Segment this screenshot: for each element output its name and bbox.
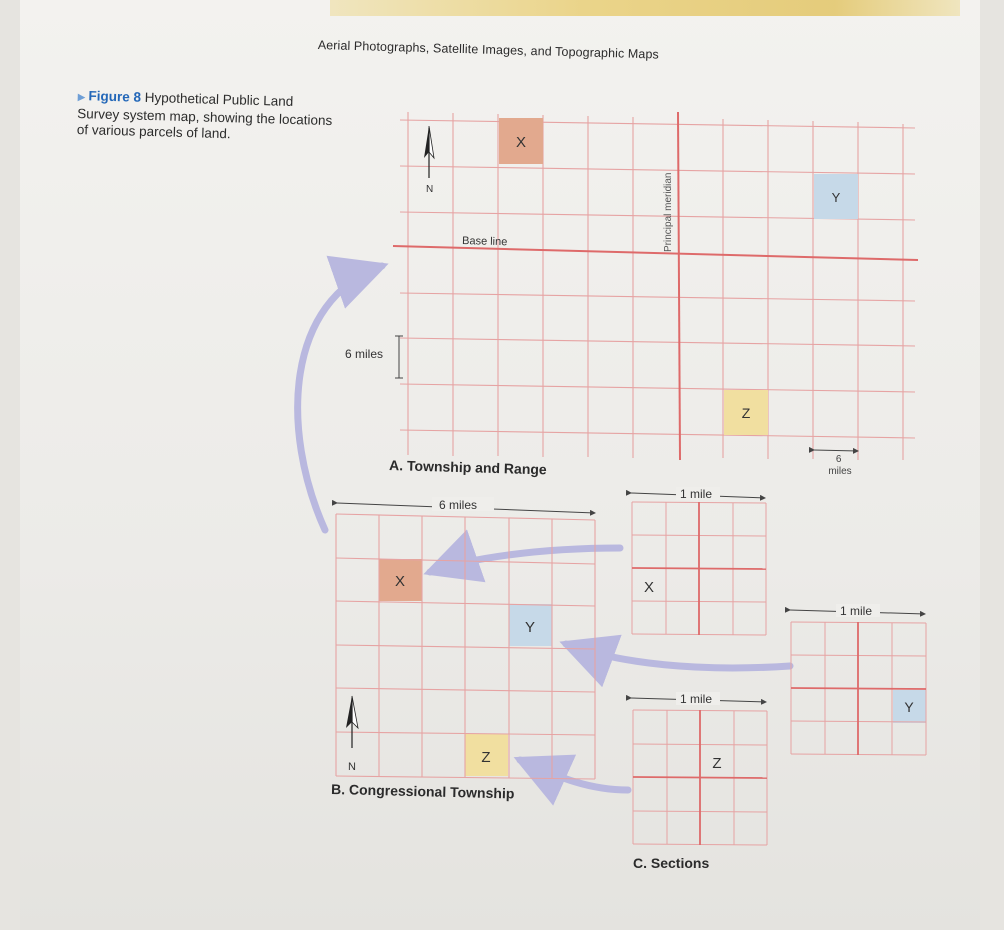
panel-c-title: C. Sections [633,855,710,871]
section-x-scale-label: 1 mile [680,487,713,501]
scale-h-number: 6 [835,454,842,465]
panel-a-horizontal-scale [814,450,858,451]
panel-a-north-label: N [426,184,434,195]
section-y-cross-h [791,688,926,689]
panel-a-vertical-scale [395,336,403,378]
connector-arrows [298,266,790,790]
scale-h-unit: miles [828,466,852,477]
panel-a-label-y: Y [831,190,841,205]
panel-a-grid [400,112,915,460]
figure-label: Figure 8 [88,88,142,105]
panel-a-vertical-scale-label: 6 miles [345,347,384,361]
panel-b-grid [336,514,595,779]
arrow-section-z [520,760,628,790]
section-x-cross-h [632,568,766,569]
running-head: Aerial Photographs, Satellite Images, and Topographic Maps [317,38,660,62]
section-z-cross-h [633,777,767,778]
panel-a-north-arrow-icon [424,126,434,178]
panel-b-label-z: Z [481,749,491,766]
panel-b-congressional-township [331,497,595,801]
panel-c-sections [631,487,926,871]
base-line-label: Base line [461,235,508,249]
panel-a-title: A. Township and Range [388,457,547,478]
panel-b-north-arrow-icon [346,696,358,748]
section-y [790,604,926,755]
panel-b-north-label: N [348,761,356,773]
panel-a-label-z: Z [741,405,751,421]
principal-meridian [678,112,680,460]
section-y-scale-label: 1 mile [840,604,873,618]
section-x [631,487,766,635]
panel-a-township-range [345,112,918,477]
arrow-section-x [430,548,620,572]
panel-a-label-x: X [515,134,527,151]
section-y-label: Y [904,699,914,715]
panel-b-label-x: X [394,573,406,590]
meridian-label: Principal meridian [663,172,674,252]
panel-a-horizontal-scale-label [828,454,851,477]
section-x-label: X [643,579,655,596]
section-z-scale-label: 1 mile [680,692,713,706]
section-z [631,692,767,845]
caption-triangle-icon: ▶ [77,91,86,104]
caption-text: Hypothetical Public Land Survey system map, showing the locations of various parcels of land. [76,89,333,142]
panel-b-label-y: Y [524,619,536,636]
base-line [393,246,918,260]
panel-b-scale-label: 6 miles [439,498,478,512]
panel-b-title: B. Congressional Township [330,781,515,802]
arrow-section-y [566,644,790,668]
section-z-label: Z [712,755,722,772]
arrow-b-to-a [298,266,382,530]
